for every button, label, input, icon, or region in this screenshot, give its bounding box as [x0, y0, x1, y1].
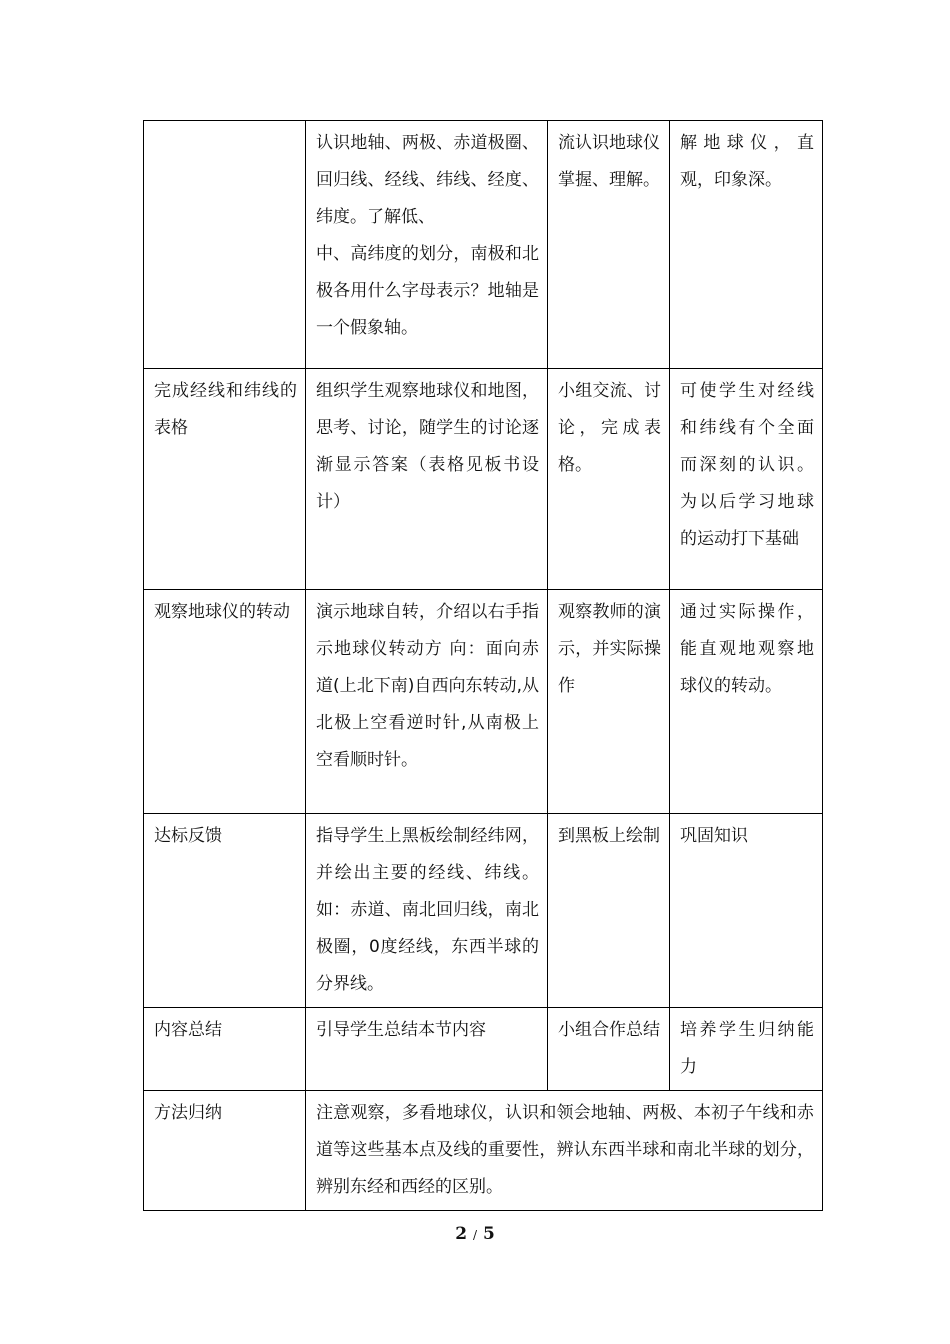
- design-purpose-cell: 巩固知识: [670, 814, 823, 1008]
- design-purpose-cell: 培养学生归纳能力: [670, 1008, 823, 1091]
- page-number: [0, 1224, 950, 1244]
- design-purpose-cell: 可使学生对经线和纬线有个全面而深刻的认识。为以后学习地球的运动打下基础: [670, 369, 823, 590]
- design-purpose-cell: 通过实际操作，能直观地观察地球仪的转动。: [670, 590, 823, 814]
- table-row: [144, 369, 823, 590]
- table-row: [144, 121, 823, 369]
- total-pages: 5: [482, 1224, 495, 1244]
- current-page: 2: [455, 1224, 468, 1244]
- table-row: [144, 1008, 823, 1091]
- design-purpose-cell: 解地球仪，直观，印象深。: [670, 121, 823, 369]
- teacher-activity-cell: 指导学生上黑板绘制经纬网，并绘出主要的经线、纬线。如：赤道、南北回归线，南北极圈，0度经线，东西半球的分界线。: [306, 814, 548, 1008]
- student-activity-cell: 到黑板上绘制: [548, 814, 670, 1008]
- teacher-activity-cell: 组织学生观察地球仪和地图，思考、讨论，随学生的讨论逐渐显示答案（表格见板书设计）: [306, 369, 548, 590]
- table-row: [144, 590, 823, 814]
- table-row: [144, 814, 823, 1008]
- student-activity-cell: 小组合作总结: [548, 1008, 670, 1091]
- method-summary-cell: 注意观察，多看地球仪，认识和领会地轴、两极、本初子午线和赤道等这些基本点及线的重要性，辨认东西半球和南北半球的划分，辨别东经和西经的区别。: [306, 1091, 823, 1211]
- teacher-activity-cell: 认识地轴、两极、赤道极圈、回归线、经线、纬线、经度、纬度。了解低、 中、高纬度的划分，南极和北极各用什么字母表示？地轴是一个假象轴。: [306, 121, 548, 369]
- stage-cell: 达标反馈: [144, 814, 306, 1008]
- teacher-activity-cell: 演示地球自转，介绍以右手指示地球仪转动方 向：面向赤道(上北下南)自西向东转动,从北极上空看逆时针,从南极上空看顺时针。: [306, 590, 548, 814]
- stage-cell: [144, 121, 306, 369]
- stage-cell: 观察地球仪的转动: [144, 590, 306, 814]
- lesson-plan-table: [143, 120, 823, 1211]
- student-activity-cell: 小组交流、讨论，完成表格。: [548, 369, 670, 590]
- stage-cell: 方法归纳: [144, 1091, 306, 1211]
- stage-cell: 内容总结: [144, 1008, 306, 1091]
- student-activity-cell: 流认识地球仪 掌握、理解。: [548, 121, 670, 369]
- summary-row: [144, 1091, 823, 1211]
- student-activity-cell: 观察教师的演示，并实际操作: [548, 590, 670, 814]
- stage-cell: 完成经线和纬线的表格: [144, 369, 306, 590]
- page-separator: /: [472, 1228, 478, 1242]
- teacher-activity-cell: 引导学生总结本节内容: [306, 1008, 548, 1091]
